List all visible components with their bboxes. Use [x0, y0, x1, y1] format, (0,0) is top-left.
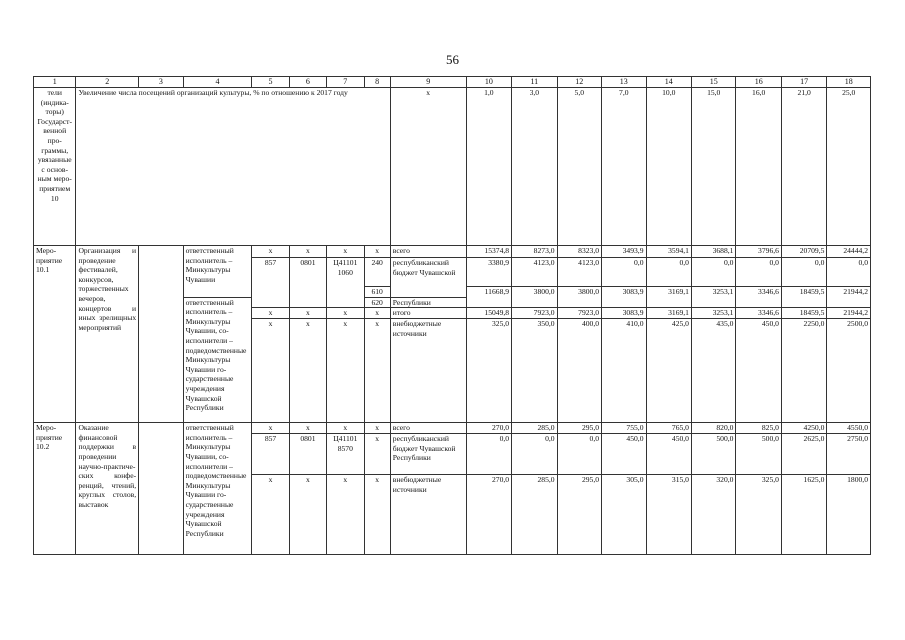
table-cell: 315,0: [646, 475, 691, 555]
table-cell: 7923,0: [557, 308, 601, 319]
table-cell: 2750,0: [827, 434, 871, 475]
table-cell: 7923,0: [512, 308, 557, 319]
table-cell: 450,0: [602, 434, 646, 475]
table-cell: 350,0: [512, 319, 557, 423]
indicator-description: Увеличение числа посещений организаций культуры, % по отношению к 2017 году: [76, 88, 390, 246]
header-cell: 13: [602, 77, 646, 88]
table-cell: 15049,8: [466, 308, 511, 319]
table-cell: 15374,8: [466, 246, 511, 258]
table-cell: 24444,2: [827, 246, 871, 258]
table-cell: 325,0: [736, 475, 781, 555]
funding-source: всего: [390, 246, 466, 258]
table-cell: 0,0: [646, 258, 691, 287]
table-cell: 0,0: [781, 258, 826, 287]
table-cell: 0,0: [557, 434, 601, 475]
header-cell: 17: [781, 77, 826, 88]
table-cell: 240: [364, 258, 390, 287]
indicator-source: х: [390, 88, 466, 246]
indicator-row: [34, 88, 871, 246]
table-cell: х: [289, 423, 326, 434]
table-cell: 0,0: [512, 434, 557, 475]
table-cell: 0801: [289, 434, 326, 475]
table-cell: 3346,6: [736, 287, 781, 308]
header-cell: 6: [289, 77, 326, 88]
table-cell: 500,0: [736, 434, 781, 475]
table-cell: 3493,9: [602, 246, 646, 258]
table-cell: 410,0: [602, 319, 646, 423]
table-cell: 3346,6: [736, 308, 781, 319]
table-cell: 305,0: [602, 475, 646, 555]
table-cell: 2500,0: [827, 319, 871, 423]
table-cell: х: [252, 423, 289, 434]
table-cell: 18459,5: [781, 308, 826, 319]
table-cell: 610: [364, 287, 390, 298]
table-cell: 425,0: [646, 319, 691, 423]
header-cell: 12: [557, 77, 601, 88]
table-cell: 0,0: [827, 258, 871, 287]
table-cell: 4250,0: [781, 423, 826, 434]
indicator-label: тели (индикаторы) Государственной программы, увязанные с основным мероприятием 10: [34, 88, 76, 246]
table-cell: х: [364, 308, 390, 319]
funding-source: Республики: [390, 297, 466, 308]
table-cell: 11668,9: [466, 287, 511, 308]
table-cell: 325,0: [466, 319, 511, 423]
table-cell: х: [252, 246, 289, 258]
table-cell: х: [327, 308, 364, 319]
header-cell: 1: [34, 77, 76, 88]
table-cell: 1625,0: [781, 475, 826, 555]
table-cell: 285,0: [512, 423, 557, 434]
header-cell: 3: [139, 77, 183, 88]
table-cell: 620: [364, 297, 390, 308]
header-cell: 2: [76, 77, 139, 88]
table-cell: 3688,1: [691, 246, 735, 258]
indicator-value: 25,0: [827, 88, 871, 246]
table-cell: х: [289, 246, 326, 258]
table-cell: 500,0: [691, 434, 735, 475]
funding-source: внебюджетные источники: [390, 475, 466, 555]
table-cell: 8273,0: [512, 246, 557, 258]
table-cell: 0,0: [602, 258, 646, 287]
table-cell: 450,0: [646, 434, 691, 475]
table-cell: 4123,0: [557, 258, 601, 287]
table-cell: х: [289, 308, 326, 319]
table-cell: 450,0: [736, 319, 781, 423]
table-cell: 8323,0: [557, 246, 601, 258]
header-cell: 18: [827, 77, 871, 88]
table-cell: х: [252, 319, 289, 423]
table-cell: 18459,5: [781, 287, 826, 308]
responsible-executor: ответственный исполнитель – Минкультуры Чувашии, соисполнители – подведомственные Минкультуры Чувашии государственные учреждения Чувашской Республики: [183, 423, 252, 555]
table-cell: 3169,1: [646, 308, 691, 319]
table-cell: 4550,0: [827, 423, 871, 434]
header-cell: 9: [390, 77, 466, 88]
indicator-value: 5,0: [557, 88, 601, 246]
header-row: [34, 77, 871, 88]
table-cell: х: [252, 475, 289, 555]
table-cell: х: [327, 475, 364, 555]
table-cell: 755,0: [602, 423, 646, 434]
header-cell: 4: [183, 77, 252, 88]
indicator-value: 10,0: [646, 88, 691, 246]
table-cell: 3800,0: [512, 287, 557, 308]
header-cell: 8: [364, 77, 390, 88]
table-cell: 2250,0: [781, 319, 826, 423]
funding-source: республиканский бюджет Чувашской: [390, 258, 466, 298]
header-cell: 11: [512, 77, 557, 88]
table-cell: 0,0: [466, 434, 511, 475]
indicator-value: 7,0: [602, 88, 646, 246]
header-cell: 15: [691, 77, 735, 88]
header-cell: 5: [252, 77, 289, 88]
funding-source: всего: [390, 423, 466, 434]
event-id: Мероприятие 10.1: [34, 246, 76, 423]
table-cell: 295,0: [557, 475, 601, 555]
table-cell: Ц41101 8570: [327, 434, 364, 475]
table-cell: 0,0: [691, 258, 735, 287]
event-name: Организация и проведение фестивалей, конкурсов, торжественных вечеров, концертов и иных зрелищных мероприятий: [76, 246, 139, 423]
table-cell: х: [364, 319, 390, 423]
table-cell: х: [327, 319, 364, 423]
responsible-executor: ответственный исполнитель – Минкультуры Чувашии: [183, 246, 252, 298]
table-cell: 3594,1: [646, 246, 691, 258]
table-cell: 3800,0: [557, 287, 601, 308]
table-cell: 435,0: [691, 319, 735, 423]
table-cell: 21944,2: [827, 308, 871, 319]
empty-cell: [139, 246, 183, 423]
indicator-value: 1,0: [466, 88, 511, 246]
responsible-executor: ответственный исполнитель – Минкультуры Чувашии, соисполнители – подведомственные Минкультуры Чувашии государственные учреждения Чувашской Республики: [183, 297, 252, 423]
funding-source: итого: [390, 308, 466, 319]
table-cell: 3253,1: [691, 287, 735, 308]
event-name: Оказание финансовой поддержки в проведении научно-практических конференций, чтений, круглых столов, выставок: [76, 423, 139, 555]
table-cell: х: [364, 423, 390, 434]
table-cell: 400,0: [557, 319, 601, 423]
header-cell: 14: [646, 77, 691, 88]
table-cell: Ц41101 1060: [327, 258, 364, 308]
indicator-value: 3,0: [512, 88, 557, 246]
header-cell: 10: [466, 77, 511, 88]
table-cell: 3796,6: [736, 246, 781, 258]
table-cell: х: [252, 308, 289, 319]
table-cell: 765,0: [646, 423, 691, 434]
event-id: Мероприятие 10.2: [34, 423, 76, 555]
table-cell: 4123,0: [512, 258, 557, 287]
table-cell: х: [289, 475, 326, 555]
table-cell: 21944,2: [827, 287, 871, 308]
table-row: [34, 246, 871, 258]
table-cell: 320,0: [691, 475, 735, 555]
table-cell: х: [364, 434, 390, 475]
table-cell: 857: [252, 258, 289, 308]
table-cell: 3083,9: [602, 308, 646, 319]
table-cell: 270,0: [466, 475, 511, 555]
table-row: [34, 423, 871, 434]
table-cell: х: [364, 246, 390, 258]
header-cell: 7: [327, 77, 364, 88]
budget-table: [33, 76, 871, 555]
table-cell: 820,0: [691, 423, 735, 434]
table-cell: х: [327, 423, 364, 434]
table-cell: 285,0: [512, 475, 557, 555]
table-cell: 3380,9: [466, 258, 511, 287]
table-cell: 1800,0: [827, 475, 871, 555]
table-cell: 825,0: [736, 423, 781, 434]
header-cell: 16: [736, 77, 781, 88]
page-number: 56: [446, 52, 459, 67]
funding-source: внебюджетные источники: [390, 319, 466, 423]
indicator-value: 15,0: [691, 88, 735, 246]
table-cell: х: [327, 246, 364, 258]
table-cell: 270,0: [466, 423, 511, 434]
table-cell: 3169,1: [646, 287, 691, 308]
indicator-value: 21,0: [781, 88, 826, 246]
table-cell: 0,0: [736, 258, 781, 287]
empty-cell: [139, 423, 183, 555]
table-cell: х: [289, 319, 326, 423]
table-cell: 0801: [289, 258, 326, 308]
table-cell: 2625,0: [781, 434, 826, 475]
table-cell: 3083,9: [602, 287, 646, 308]
table-cell: 295,0: [557, 423, 601, 434]
funding-source: республиканский бюджет Чувашской Республики: [390, 434, 466, 475]
indicator-value: 16,0: [736, 88, 781, 246]
table-cell: 3253,1: [691, 308, 735, 319]
table-cell: 857: [252, 434, 289, 475]
table-cell: 20709,5: [781, 246, 826, 258]
table-cell: х: [364, 475, 390, 555]
